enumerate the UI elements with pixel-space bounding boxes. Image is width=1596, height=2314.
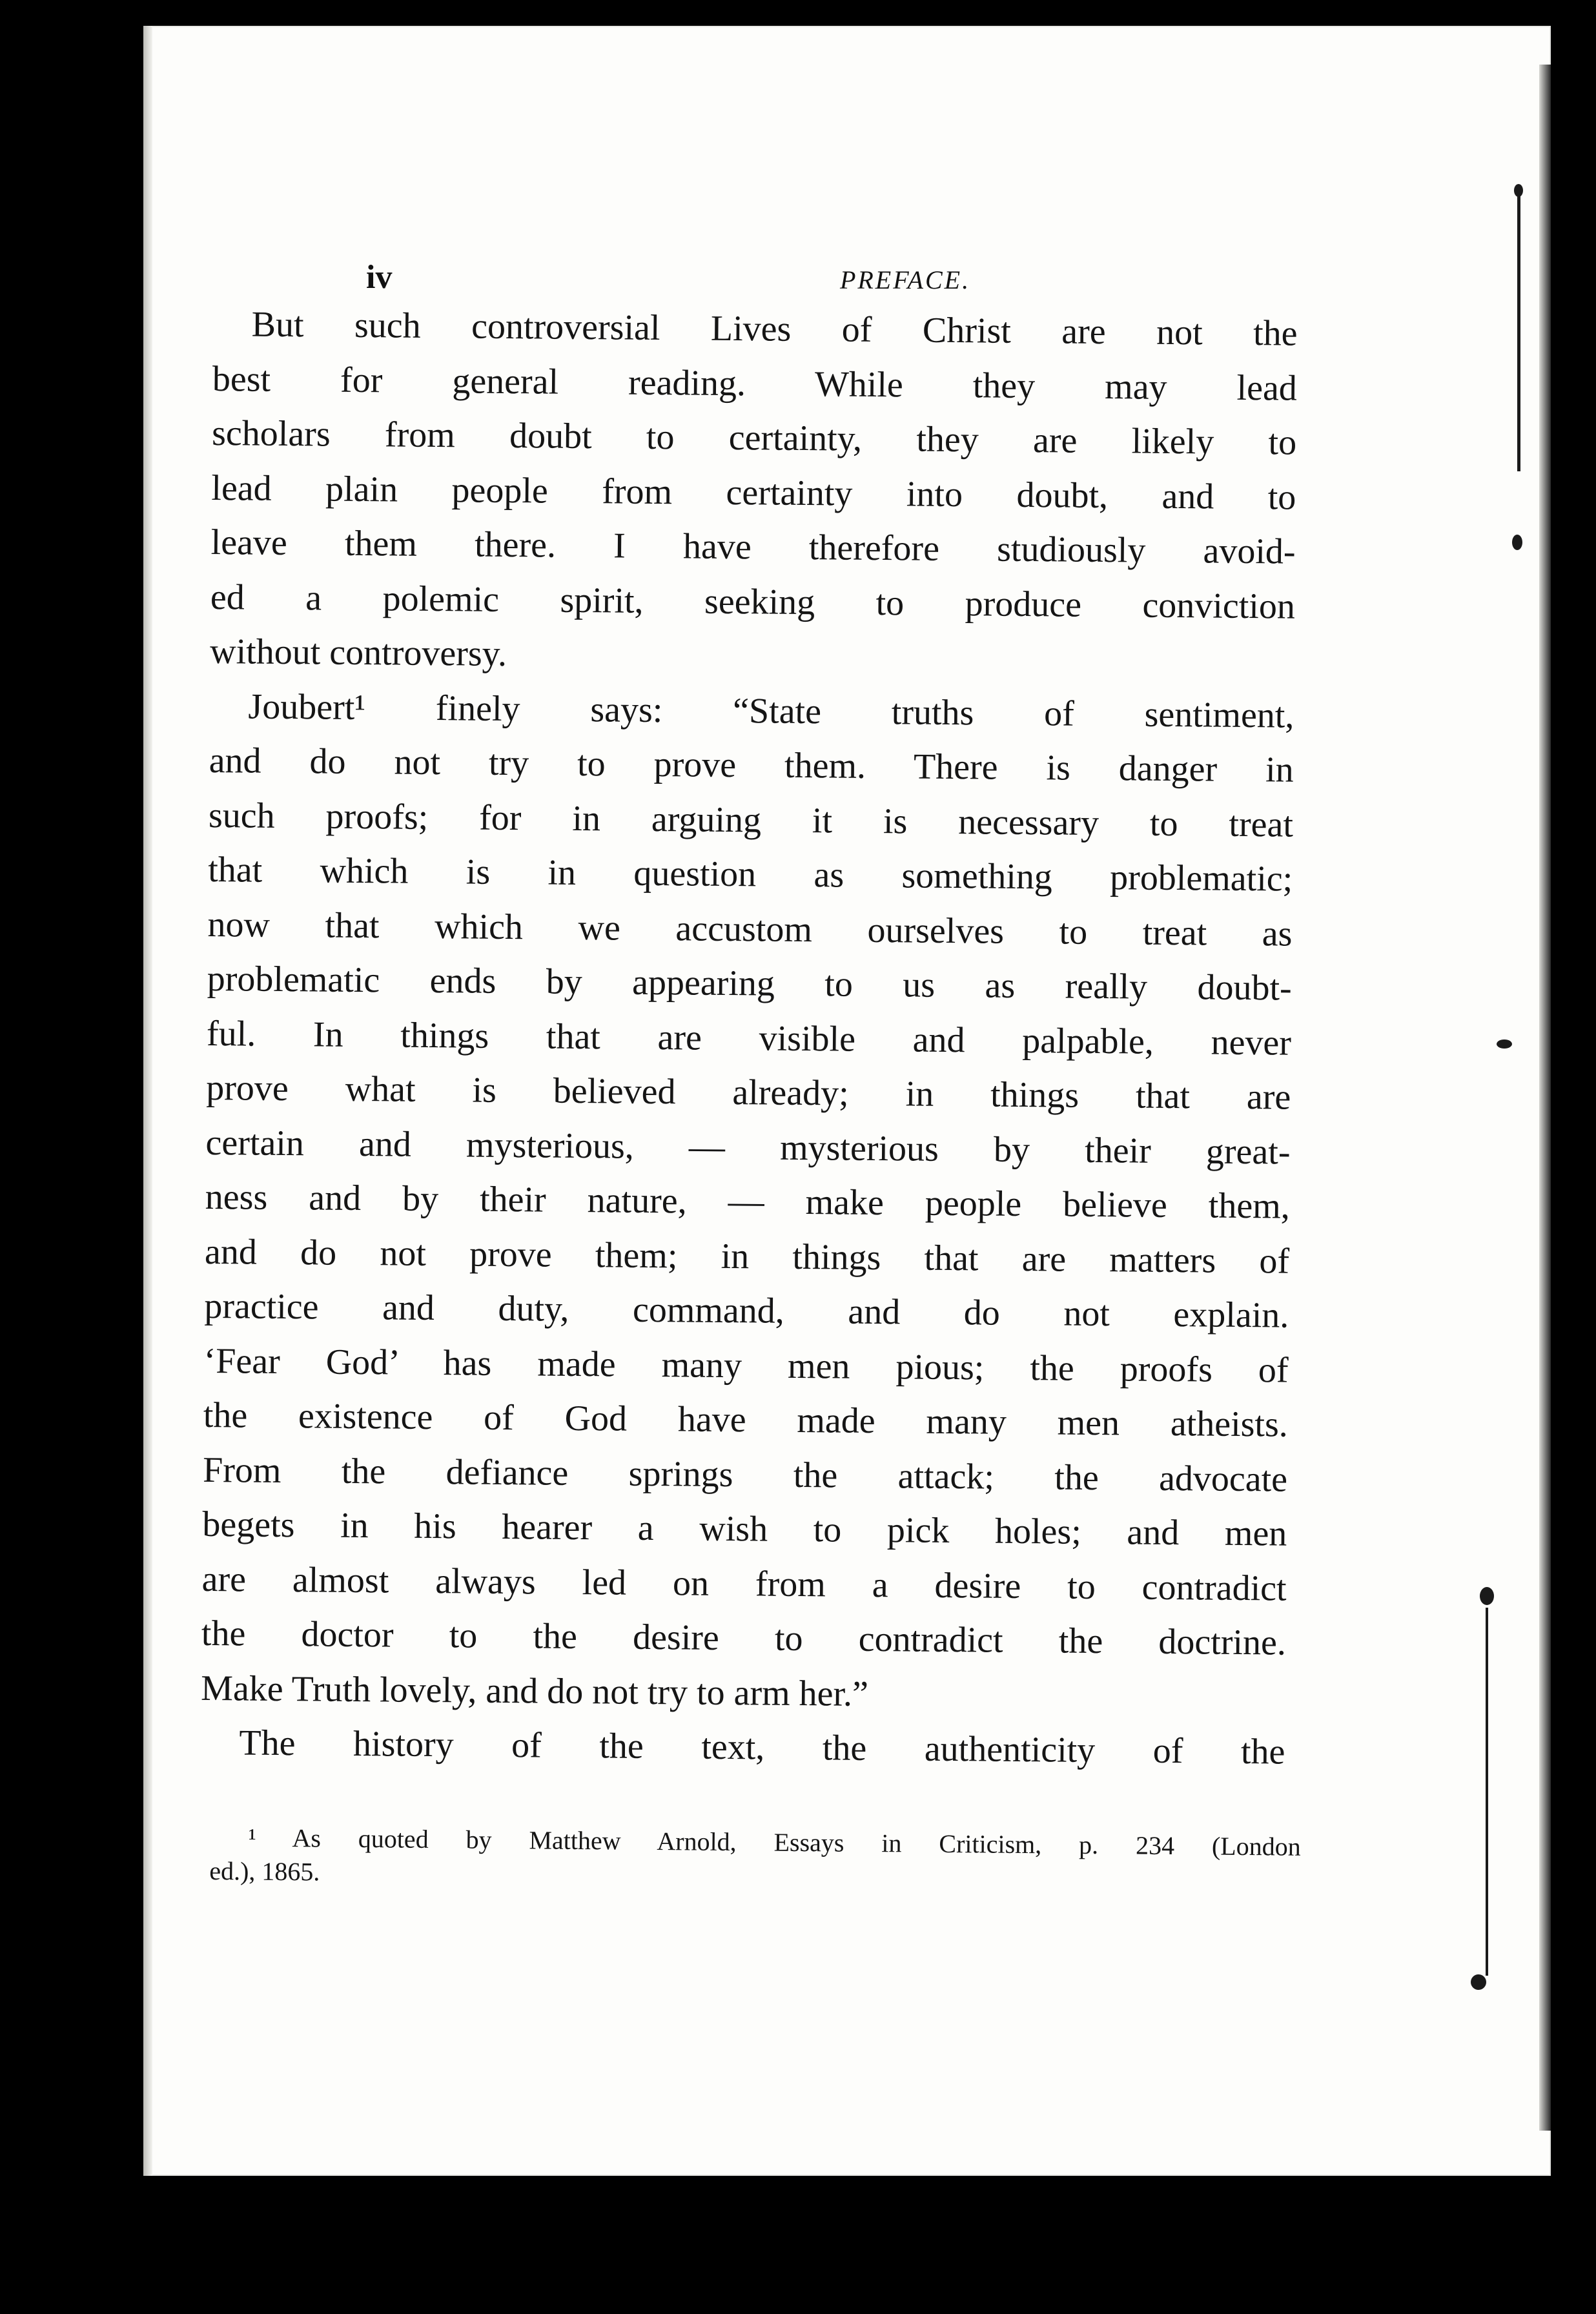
text-line: best for general reading. While they may lead xyxy=(212,358,1298,409)
text-line: lead plain people from certainty into doubt, and to xyxy=(211,467,1296,518)
text-line: certain and mysterious, — mysterious by their great- xyxy=(205,1122,1291,1172)
scan-artifact-speck xyxy=(1480,1587,1494,1605)
text-line: the existence of God have made many men atheists. xyxy=(203,1395,1289,1445)
text-line: ed a polemic spirit, seeking to produce conviction xyxy=(210,577,1296,627)
text-line: are almost always led on from a desire to contradict xyxy=(201,1559,1287,1609)
footnote-line: ¹ As quoted by Matthew Arnold, Essays in Criticism, p. 234 (London xyxy=(248,1823,1301,1861)
scan-artifact-speck xyxy=(1512,535,1522,550)
footnote xyxy=(209,1821,1301,1898)
text-line: Make Truth lovely, and do not try to arm her.” xyxy=(200,1668,869,1714)
scan-artifact-bar xyxy=(1517,194,1520,471)
text-line: problematic ends by appearing to us as really doubt- xyxy=(207,958,1292,1009)
text-line: that which is in question as something problematic; xyxy=(207,849,1293,899)
text-line: But such controversial Lives of Christ are not the xyxy=(251,304,1298,354)
text-line: ‘Fear God’ has made many men pious; the proofs of xyxy=(203,1340,1289,1391)
text-line: and do not try to prove them. There is danger in xyxy=(209,740,1294,790)
scan-artifact-speck xyxy=(1497,1039,1512,1049)
text-line: now that which we accustom ourselves to treat as xyxy=(207,904,1293,954)
text-line: scholars from doubt to certainty, they are likely to xyxy=(211,413,1297,463)
text-line: practice and duty, command, and do not explain. xyxy=(204,1285,1289,1336)
page-right-edge xyxy=(1539,65,1551,2131)
body-text xyxy=(200,297,1298,1779)
scan-artifact-speck xyxy=(1514,184,1523,197)
text-line: ful. In things that are visible and palpable, never xyxy=(206,1013,1292,1063)
scan-artifact-speck xyxy=(1471,1974,1486,1990)
text-line: leave them there. I have therefore studiously avoid- xyxy=(210,522,1296,572)
text-line: and do not prove them; in things that are matters of xyxy=(204,1231,1290,1282)
footnote-line: ed.), 1865. xyxy=(209,1856,320,1887)
text-line: From the defiance springs the attack; the advocate xyxy=(202,1449,1288,1500)
page-number: iv xyxy=(366,259,393,296)
text-line: the doctor to the desire to contradict the doctrine. xyxy=(201,1613,1287,1663)
page-header xyxy=(366,258,1444,303)
scan-artifact-bar xyxy=(1486,1608,1488,1976)
text-line: Joubert¹ finely says: “State truths of sentiment, xyxy=(248,686,1294,736)
text-line: ness and by their nature, — make people believe them, xyxy=(205,1176,1291,1227)
text-line: begets in his hearer a wish to pick holes; and men xyxy=(202,1504,1287,1554)
text-line: without controversy. xyxy=(209,631,507,674)
text-line: such proofs; for in arguing it is necessary to treat xyxy=(208,795,1294,845)
page-left-edge xyxy=(143,26,152,2176)
text-line: prove what is believed already; in things that are xyxy=(206,1067,1291,1118)
running-head: PREFACE. xyxy=(839,265,971,294)
text-line: The history of the text, the authenticity of the xyxy=(239,1723,1285,1772)
